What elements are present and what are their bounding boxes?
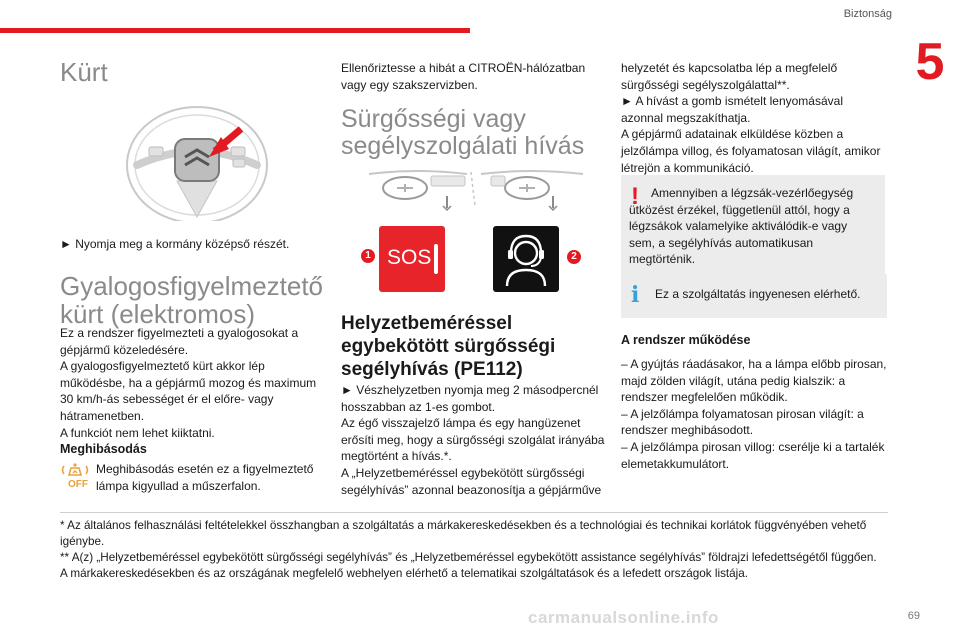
airbag-warning-text: Amennyiben a légzsák-vezérlőegység ütközést érzékel, függetlenül attól, hogy a légzsákok valamelyike aktiválódik-e vagy sem, a segélyhívás automatikusan megtörténik. (629, 186, 854, 267)
fault-icon-label: OFF (68, 479, 88, 490)
assistance-call-button[interactable] (493, 226, 559, 292)
list-item: – A gyújtás ráadásakor, ha a lámpa előbb pirosan, majd zölden világít, utána pedig kialszik: a rendszer megfelelően működik. (621, 357, 887, 405)
callout-badge-2: 2 (567, 250, 581, 264)
heading-pe112: Helyzetbeméréssel egybekötött sürgősségi segélyhívás (PE112) (341, 313, 556, 380)
paragraph: helyzetét és kapcsolatba lép a megfelelő sürgősségi segélyszolgálattal**. (621, 61, 838, 92)
fault-text: Meghibásodás esetén ez a figyelmeztető lámpa kigyullad a műszerfalon. (96, 462, 314, 493)
paragraph: A gépjármű adatainak elküldése közben a jelzőlámpa villog, és folyamatosan világít, amikor létrejön a kommunikáció. (621, 127, 881, 175)
section-name: Biztonság (843, 8, 892, 20)
footnote: ** A(z) „Helyzetbeméréssel egybekötött sürgősségi segélyhívás” és „Helyzetbeméréssel egybekötött assistance segélyhívás” földrajzi lefedettségétől függően. (60, 551, 877, 564)
chapter-tab (900, 33, 960, 108)
paragraph: A funkciót nem lehet kiiktatni. (60, 425, 215, 440)
list-item: – A jelzőlámpa folyamatosan pirosan világít: a rendszer meghibásodott. (621, 406, 864, 438)
heading-pedestrian-horn: Gyalogosfigyelmeztető kürt (elektromos) (60, 271, 324, 329)
steering-wheel-illustration (115, 95, 285, 221)
paragraph: Ez a rendszer figyelmezteti a gyalogosokat a gépjármű közeledésére. (60, 326, 299, 357)
free-service-text: Ez a szolgáltatás ingyenesen elérhető. (655, 287, 861, 301)
sos-indicator-lamp (434, 244, 438, 274)
heading-emergency-call: Sürgősségi vagy segélyszolgálati hívás (341, 105, 585, 160)
info-icon: i (631, 282, 640, 308)
heading-horn: Kürt (60, 57, 108, 87)
footnote: * Az általános felhasználási feltételekkel összhangban a szolgáltatás a márkakereskedésekben és a technológiai és technikai korlátok függvényében vehető igénybe. (60, 519, 867, 548)
watermark: carmanualsonline.info (528, 608, 719, 627)
intro-text: Ellenőriztesse a hibát a CITROËN-hálózatban vagy egy szakszervizben. (341, 61, 586, 92)
exclamation-icon: ! (631, 183, 639, 210)
footnote: A márkakereskedésekben és az országának megfelelő webhelyen elérhető a telematikai szolgáltatások és a lefedett országok listája. (60, 567, 749, 580)
sos-label: SOS (387, 246, 432, 269)
free-service-info-box (621, 274, 887, 318)
heading-system-operation: A rendszer működése (621, 333, 751, 347)
paragraph: A „Helyzetbeméréssel egybekötött sürgősségi segélyhívás” azonnal beazonosítja a gépjárműve (341, 465, 602, 497)
system-operation-list (621, 356, 887, 472)
paragraph: ► Vészhelyzetben nyomja meg 2 másodpercnél hosszabban az 1-es gombot. (341, 383, 599, 414)
paragraph: ► A hívást a gomb ismételt lenyomásával azonnal megszakíthatja. (621, 94, 843, 125)
page-number: 69 (907, 610, 920, 622)
airbag-warning-box (621, 175, 885, 281)
sos-button[interactable] (379, 226, 445, 292)
heading-fault: Meghibásodás (60, 442, 147, 456)
ceiling-console-illustration (367, 166, 587, 214)
footnotes (60, 512, 888, 582)
callout-badge-1: 1 (361, 249, 375, 263)
paragraph: Az égő visszajelző lámpa és egy hangüzenet erősíti meg, hogy a sürgősségi szolgálat irányába megtörtént a hívás.*. (341, 416, 605, 464)
paragraph: A gyalogosfigyelmeztető kürt akkor lép működésbe, ha a gépjármű mozog és maximum 30 km/h-ás sebességet ér el előre- vagy hátramenetben. (60, 359, 317, 423)
header-accent-bar (0, 28, 470, 33)
pe112-text (341, 382, 607, 498)
horn-instruction: ► Nyomja meg a kormány középső részét. (60, 237, 290, 251)
operator-headset-icon (493, 226, 559, 292)
chapter-number: 5 (915, 33, 945, 91)
list-item: – A jelzőlámpa pirosan villog: cserélje ki a tartalék elemetakkumulátort. (621, 439, 885, 471)
continued-text (621, 60, 885, 176)
pedestrian-horn-warning-lamp-icon (60, 461, 90, 493)
pedestrian-horn-text (60, 325, 322, 441)
